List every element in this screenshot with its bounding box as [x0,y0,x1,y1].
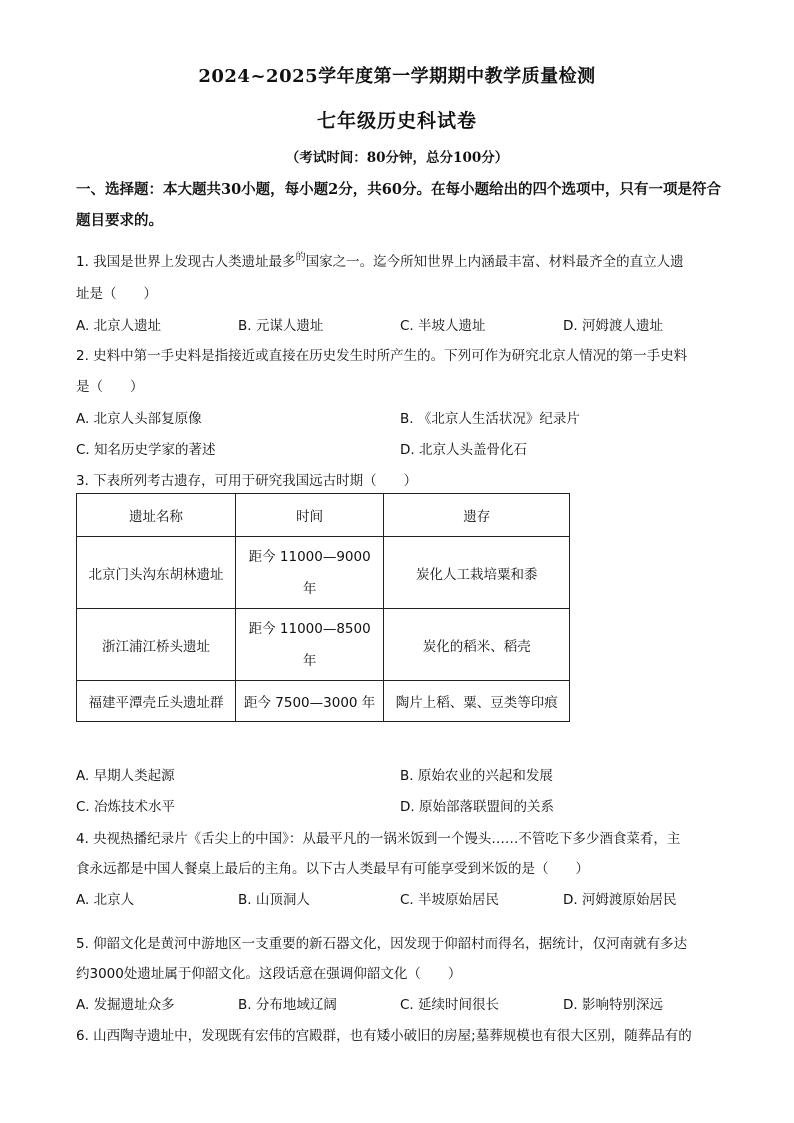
question-4-stem-line1: 4. 央视热播纪录片《舌尖上的中国》：从最平凡的一锅米饭到一个馒头……不管吃下多少酒食菜肴，主 [76,831,681,847]
exam-subtitle: 七年级历史科试卷 [316,110,477,132]
table-cell-relics: 炭化的稻米、稻壳 [384,609,570,681]
question-1-option-c[interactable]: C. 半坡人遗址 [400,318,486,334]
question-1-option-a[interactable]: A. 北京人遗址 [76,318,162,334]
question-1-option-b[interactable]: B. 元谋人遗址 [238,318,324,334]
question-3-option-b[interactable]: B. 原始农业的兴起和发展 [400,768,553,784]
question-5-option-c[interactable]: C. 延续时间很长 [400,997,500,1013]
table-cell-time: 距今 11000—8500 年 [236,609,384,681]
question-1-option-d[interactable]: D. 河姆渡人遗址 [563,318,663,334]
table-header-site: 遗址名称 [77,494,236,537]
table-header-time: 时间 [236,494,384,537]
question-2-stem-line1: 2. 史料中第一手史料是指接近或直接在历史发生时所产生的。下列可作为研究北京人情况的第一手史料 [76,348,688,364]
table-row [77,681,570,722]
question-1-stem-line2: 址是（ ） [76,286,157,302]
question-5-stem-line1: 5. 仰韶文化是黄河中游地区一支重要的新石器文化，因发现于仰韶村而得名，据统计，仅河南就有多达 [76,936,688,952]
question-4-option-b[interactable]: B. 山顶洞人 [238,892,310,908]
table-row [77,537,570,609]
question-2-option-d[interactable]: D. 北京人头盖骨化石 [400,442,527,458]
question-5-option-d[interactable]: D. 影响特别深远 [563,997,663,1013]
question-2-option-b[interactable]: B. 《北京人生活状况》纪录片 [400,411,580,427]
relics-table [76,493,570,722]
table-cell-site: 福建平潭壳丘头遗址群 [77,681,236,722]
question-2-option-a[interactable]: A. 北京人头部复原像 [76,411,202,427]
question-4-option-a[interactable]: A. 北京人 [76,892,135,908]
question-3-option-c[interactable]: C. 冶炼技术水平 [76,799,176,815]
question-1-stem-line1: 1. 我国是世界上发现古人类遗址最多$^的$国家之一。迄今所知世界上内涵最丰富、材料最齐全的直立人遗 [76,252,684,270]
question-2-stem-line2: 是（ ） [76,379,144,395]
question-2-option-c[interactable]: C. 知名历史学家的著述 [76,442,216,458]
table-cell-time: 距今 11000—9000 年 [236,537,384,609]
question-4-option-d[interactable]: D. 河姆渡原始居民 [563,892,677,908]
table-cell-relics: 陶片上稻、粟、豆类等印痕 [384,681,570,722]
table-row [77,609,570,681]
question-3-stem-line1: 3. 下表所列考古遗存，可用于研究我国远古时期（ ） [76,473,418,489]
question-3-option-d[interactable]: D. 原始部落联盟间的关系 [400,799,554,815]
table-cell-site: 浙江浦江桥头遗址 [77,609,236,681]
question-3-option-a[interactable]: A. 早期人类起源 [76,768,175,784]
exam-info: （考试时间：80分钟，总分100分） [285,150,509,166]
question-5-option-a[interactable]: A. 发掘遗址众多 [76,997,175,1013]
table-cell-relics: 炭化人工栽培粟和黍 [384,537,570,609]
question-4-option-c[interactable]: C. 半坡原始居民 [400,892,500,908]
question-5-stem-line2: 约3000处遗址属于仰韶文化。这段话意在强调仰韶文化（ ） [76,966,462,982]
exam-title: 2024~2025学年度第一学期期中教学质量检测 [198,66,596,87]
table-header-row [77,494,570,537]
table-cell-site: 北京门头沟东胡林遗址 [77,537,236,609]
section-heading: 一、选择题：本大题共30小题，每小题2分，共60分。在每小题给出的四个选项中，只有一项是符合题目要求的。 [76,181,721,229]
table-cell-time: 距今 7500—3000 年 [236,681,384,722]
table-header-relics: 遗存 [384,494,570,537]
question-4-stem-line2: 食永远都是中国人餐桌上最后的主角。以下古人类最早有可能享受到米饭的是（ ） [76,861,589,877]
question-6-stem-line1: 6. 山西陶寺遗址中，发现既有宏伟的宫殿群，也有矮小破旧的房屋;墓葬规模也有很大区别，随葬品有的 [76,1028,692,1044]
question-5-option-b[interactable]: B. 分布地域辽阔 [238,997,337,1013]
